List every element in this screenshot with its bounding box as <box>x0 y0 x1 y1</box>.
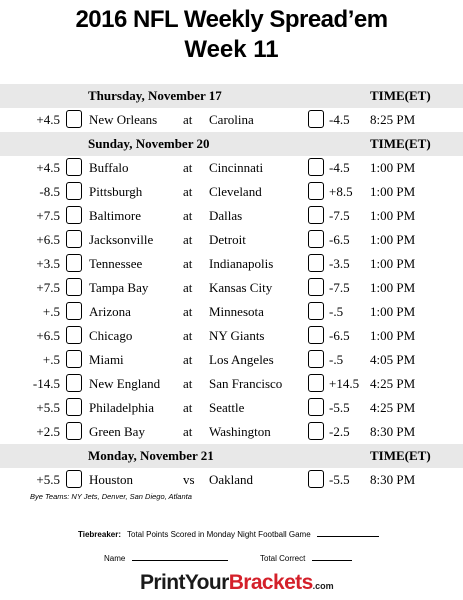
name-field <box>104 554 228 563</box>
home-pick-checkbox[interactable] <box>308 398 324 416</box>
away-team: Green Bay <box>89 424 145 439</box>
game-time: 8:25 PM <box>370 112 416 127</box>
home-spread: -.5 <box>329 352 344 367</box>
game-row <box>0 348 463 372</box>
game-row <box>0 372 463 396</box>
tiebreaker-label: Tiebreaker: <box>78 530 121 539</box>
game-separator: at <box>183 400 193 415</box>
brand-part1: PrintYour <box>140 571 229 594</box>
home-pick-checkbox[interactable] <box>308 230 324 248</box>
section-date: Thursday, November 17 <box>88 88 222 103</box>
game-row <box>0 468 463 492</box>
away-team: Pittsburgh <box>89 184 143 199</box>
away-pick-checkbox[interactable] <box>66 470 82 488</box>
away-spread: +3.5 <box>36 256 60 271</box>
home-team: Indianapolis <box>209 256 274 271</box>
home-team: NY Giants <box>209 328 265 343</box>
game-time: 4:25 PM <box>370 376 416 391</box>
away-pick-checkbox[interactable] <box>66 110 82 128</box>
tiebreaker-line[interactable] <box>317 535 379 537</box>
game-separator: at <box>183 184 193 199</box>
tiebreaker <box>78 530 379 539</box>
away-team: Tennessee <box>89 256 143 271</box>
game-row <box>0 108 463 132</box>
away-pick-checkbox[interactable] <box>66 374 82 392</box>
away-pick-checkbox[interactable] <box>66 350 82 368</box>
home-pick-checkbox[interactable] <box>308 422 324 440</box>
game-time: 4:25 PM <box>370 400 416 415</box>
section-header <box>0 132 463 156</box>
home-pick-checkbox[interactable] <box>308 278 324 296</box>
home-spread: -5.5 <box>329 400 350 415</box>
home-spread: -.5 <box>329 304 344 319</box>
away-pick-checkbox[interactable] <box>66 398 82 416</box>
away-spread: +.5 <box>42 304 60 319</box>
away-pick-checkbox[interactable] <box>66 158 82 176</box>
away-pick-checkbox[interactable] <box>66 302 82 320</box>
away-pick-checkbox[interactable] <box>66 206 82 224</box>
home-team: Los Angeles <box>209 352 274 367</box>
page-title: 2016 NFL Weekly Spread’em <box>75 6 388 33</box>
home-pick-checkbox[interactable] <box>308 254 324 272</box>
game-row <box>0 276 463 300</box>
game-separator: at <box>183 232 193 247</box>
brand-part2: Brackets <box>228 571 313 594</box>
tiebreaker-text: Total Points Scored in Monday Night Football Game <box>127 530 311 539</box>
name-line[interactable] <box>132 559 228 561</box>
away-spread: +7.5 <box>36 280 60 295</box>
game-separator: at <box>183 376 193 391</box>
game-separator: vs <box>183 472 195 487</box>
away-spread: +2.5 <box>36 424 60 439</box>
game-separator: at <box>183 304 193 319</box>
home-spread: -6.5 <box>329 328 350 343</box>
total-correct-label: Total Correct <box>260 554 306 563</box>
home-team: Washington <box>209 424 271 439</box>
away-team: Jacksonville <box>89 232 154 247</box>
away-spread: -14.5 <box>32 376 60 391</box>
game-time: 1:00 PM <box>370 280 416 295</box>
away-team: Tampa Bay <box>89 280 149 295</box>
away-pick-checkbox[interactable] <box>66 422 82 440</box>
home-team: Cleveland <box>209 184 262 199</box>
home-pick-checkbox[interactable] <box>308 302 324 320</box>
away-team: Arizona <box>89 304 131 319</box>
game-time: 1:00 PM <box>370 304 416 319</box>
home-spread: -4.5 <box>329 112 350 127</box>
away-pick-checkbox[interactable] <box>66 230 82 248</box>
away-spread: +.5 <box>42 352 60 367</box>
home-team: San Francisco <box>209 376 283 391</box>
game-time: 8:30 PM <box>370 472 416 487</box>
home-team: Seattle <box>209 400 245 415</box>
game-separator: at <box>183 424 193 439</box>
home-team: Cincinnati <box>209 160 264 175</box>
home-spread: -4.5 <box>329 160 350 175</box>
away-spread: +5.5 <box>36 472 60 487</box>
game-time: 1:00 PM <box>370 232 416 247</box>
section-date: Sunday, November 20 <box>88 136 210 151</box>
home-spread: -2.5 <box>329 424 350 439</box>
away-pick-checkbox[interactable] <box>66 254 82 272</box>
home-team: Dallas <box>209 208 243 223</box>
game-separator: at <box>183 112 193 127</box>
away-team: Baltimore <box>89 208 141 223</box>
game-row <box>0 300 463 324</box>
home-pick-checkbox[interactable] <box>308 374 324 392</box>
away-spread: +6.5 <box>36 232 60 247</box>
game-row <box>0 324 463 348</box>
home-pick-checkbox[interactable] <box>308 350 324 368</box>
home-pick-checkbox[interactable] <box>308 158 324 176</box>
home-pick-checkbox[interactable] <box>308 182 324 200</box>
home-spread: -7.5 <box>329 208 350 223</box>
game-row <box>0 180 463 204</box>
total-correct-line[interactable] <box>312 559 352 561</box>
game-time: 8:30 PM <box>370 424 416 439</box>
game-row <box>0 228 463 252</box>
name-label: Name <box>104 554 126 563</box>
away-team: New England <box>89 376 161 391</box>
game-separator: at <box>183 280 193 295</box>
game-time: 1:00 PM <box>370 160 416 175</box>
game-separator: at <box>183 160 193 175</box>
away-team: Houston <box>89 472 134 487</box>
away-team: Miami <box>89 352 124 367</box>
game-row <box>0 204 463 228</box>
game-separator: at <box>183 208 193 223</box>
bye-teams: Bye Teams: NY Jets, Denver, San Diego, Atlanta <box>30 492 192 501</box>
away-spread: +4.5 <box>36 160 60 175</box>
away-team: Philadelphia <box>89 400 154 415</box>
home-spread: -7.5 <box>329 280 350 295</box>
game-row <box>0 252 463 276</box>
game-separator: at <box>183 328 193 343</box>
section-date: Monday, November 21 <box>88 448 214 463</box>
game-time: 1:00 PM <box>370 328 416 343</box>
away-pick-checkbox[interactable] <box>66 278 82 296</box>
section-time-header: TIME(ET) <box>370 136 431 151</box>
home-pick-checkbox[interactable] <box>308 110 324 128</box>
game-row <box>0 396 463 420</box>
home-spread: +14.5 <box>329 376 360 391</box>
game-time: 1:00 PM <box>370 256 416 271</box>
game-separator: at <box>183 352 193 367</box>
home-spread: -6.5 <box>329 232 350 247</box>
home-team: Kansas City <box>209 280 273 295</box>
game-time: 1:00 PM <box>370 208 416 223</box>
home-spread: -3.5 <box>329 256 350 271</box>
away-pick-checkbox[interactable] <box>66 326 82 344</box>
brand-logo <box>140 571 334 595</box>
away-spread: +5.5 <box>36 400 60 415</box>
game-time: 4:05 PM <box>370 352 416 367</box>
home-team: Oakland <box>209 472 254 487</box>
away-pick-checkbox[interactable] <box>66 182 82 200</box>
brand-part3: .com <box>312 581 334 591</box>
game-row <box>0 420 463 444</box>
home-team: Minnesota <box>209 304 264 319</box>
section-time-header: TIME(ET) <box>370 88 431 103</box>
away-spread: -8.5 <box>39 184 60 199</box>
game-row <box>0 156 463 180</box>
total-correct-field <box>260 554 352 563</box>
away-spread: +7.5 <box>36 208 60 223</box>
game-separator: at <box>183 256 193 271</box>
section-time-header: TIME(ET) <box>370 448 431 463</box>
away-team: Chicago <box>89 328 133 343</box>
home-pick-checkbox[interactable] <box>308 470 324 488</box>
home-pick-checkbox[interactable] <box>308 206 324 224</box>
home-spread: -5.5 <box>329 472 350 487</box>
away-team: Buffalo <box>89 160 129 175</box>
week-title: Week 11 <box>184 36 279 63</box>
away-spread: +6.5 <box>36 328 60 343</box>
home-spread: +8.5 <box>329 184 353 199</box>
game-time: 1:00 PM <box>370 184 416 199</box>
home-team: Detroit <box>209 232 246 247</box>
section-header <box>0 444 463 468</box>
away-team: New Orleans <box>89 112 158 127</box>
away-spread: +4.5 <box>36 112 60 127</box>
home-team: Carolina <box>209 112 254 127</box>
section-header <box>0 84 463 108</box>
home-pick-checkbox[interactable] <box>308 326 324 344</box>
